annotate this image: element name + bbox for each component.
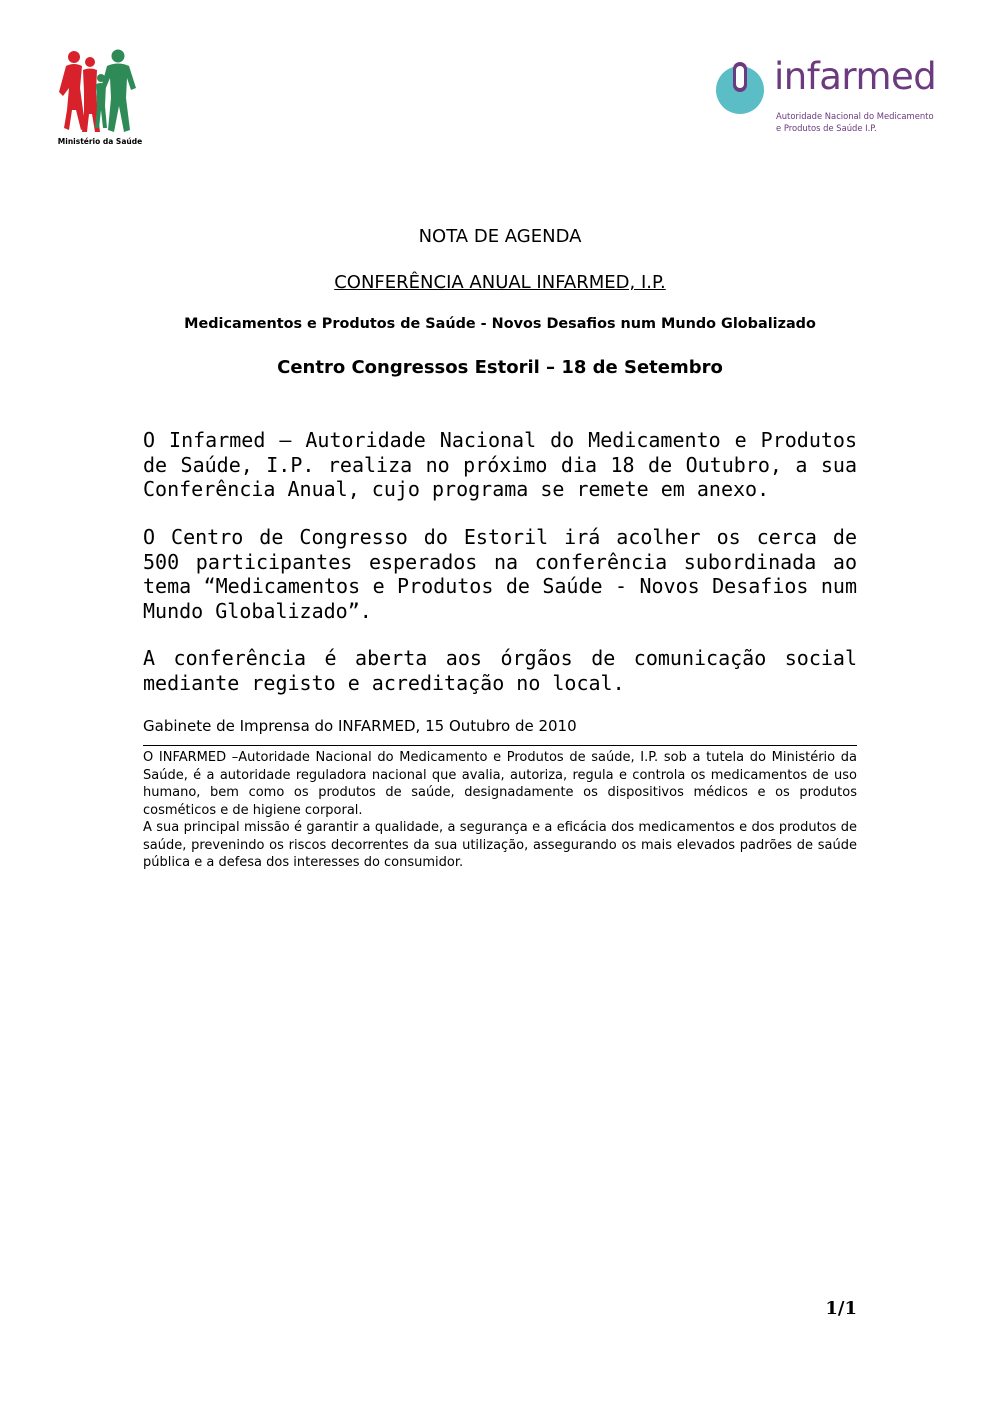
infarmed-tagline-line-2: e Produtos de Saúde I.P. — [776, 123, 877, 133]
body-paragraph-1: O Infarmed – Autoridade Nacional do Medicamento e Produtos de Saúde, I.P. realiza no próximo dia 18 de Outubro, a sua Conferência Anual, cujo programa se remete em anexo. — [143, 428, 857, 501]
ministerio-saude-figures-icon — [52, 48, 148, 134]
ministerio-saude-caption: Ministério da Saúde — [57, 137, 143, 146]
divider — [143, 745, 857, 746]
page-number: 1/1 — [825, 1298, 857, 1319]
event-title: CONFERÊNCIA ANUAL INFARMED, I.P. — [334, 272, 666, 293]
press-office-signature: Gabinete de Imprensa do INFARMED, 15 Outubro de 2010 — [143, 717, 577, 735]
infarmed-tagline — [776, 110, 934, 134]
about-infarmed — [143, 749, 857, 872]
ministerio-saude-logo — [52, 48, 148, 148]
infarmed-mark-icon — [714, 62, 766, 114]
infarmed-logo — [714, 55, 944, 140]
document-title: NOTA DE AGENDA — [418, 226, 582, 247]
event-theme: Medicamentos e Produtos de Saúde - Novos Desafios num Mundo Globalizado — [184, 316, 816, 332]
infarmed-wordmark: infarmed — [774, 55, 937, 98]
body-paragraph-3: A conferência é aberta aos órgãos de comunicação social mediante registo e acreditação no local. — [143, 646, 857, 695]
about-paragraph-2: A sua principal missão é garantir a qualidade, a segurança e a eficácia dos medicamentos e dos produtos de saúde, prevenindo os riscos decorrentes da sua utilização, assegurando os mais elevados padrões de saúde pública e a defesa dos interesses do consumidor. — [143, 820, 857, 870]
infarmed-tagline-line-1: Autoridade Nacional do Medicamento — [776, 111, 934, 121]
body-paragraph-2: O Centro de Congresso do Estoril irá acolher os cerca de 500 participantes esperados na conferência subordinada ao tema “Medicamentos e Produtos de Saúde - Novos Desafios num Mundo Globalizado”. — [143, 525, 857, 623]
about-paragraph-1: O INFARMED –Autoridade Nacional do Medicamento e Produtos de saúde, I.P. sob a tutela do Ministério da Saúde, é a autoridade reguladora nacional que avalia, autoriza, regula e controla os medicamentos de uso humano, bem como os produtos de saúde, designadamente os dispositivos médicos e os produtos cosméticos e de higiene corporal. — [143, 750, 857, 818]
event-venue-date: Centro Congressos Estoril – 18 de Setembro — [277, 357, 723, 378]
